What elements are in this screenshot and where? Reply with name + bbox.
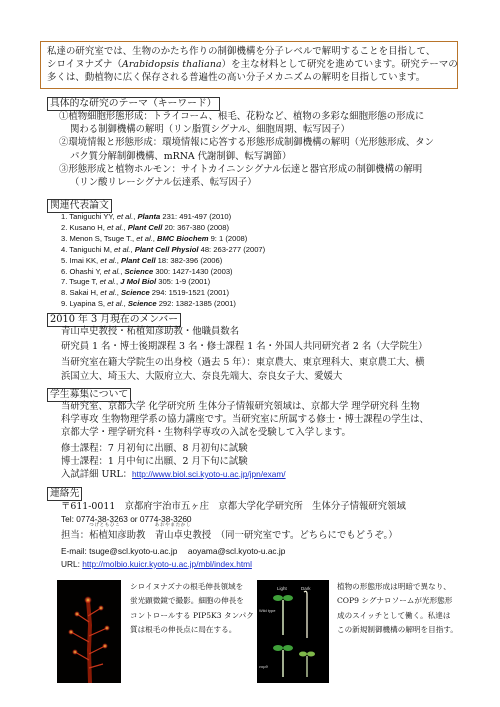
paper-item: 8. Sakai H, et al., Science 294: 1519-1521 (2001) [61, 288, 230, 298]
recruit-line: 京都大学・理学研究科・生物科学専攻の入試を受験して入学します。 [61, 427, 351, 439]
figure2-caption: 植物の形態形成は明暗で異なり、 COP9 シグナロソームが光形態形 成のスイッチとして働く。私達は この新規制御機構の解明を目指す。 [337, 582, 458, 635]
member-line: 青山卓史教授・柘植知彦助教・他職員数名 [61, 326, 240, 337]
exam-url-link[interactable]: http://www.biol.sci.kyoto-u.ac.jp/jpn/exam/ [132, 469, 286, 480]
recruit-section [47, 400, 467, 481]
fig2-dark-label: Dark [301, 586, 311, 591]
member-line: 研究員 1 名・博士後期課程 3 名・修士課程 1 名・外国人共同研究者 2 名（大学院生） [61, 341, 428, 353]
papers-heading: 関連代表論文 [47, 199, 112, 213]
theme-line: （リン酸リレーシグナル伝達系、転写因子） [70, 177, 257, 189]
paper-item: 7. Tsuge T, et al., J Mol Biol 305: 1-9 (2001) [61, 277, 211, 287]
intro-line-2: シロイヌナズナ（Arabidopsis thaliana）を主な材料として研究を進めています。研究テーマの [47, 59, 458, 71]
intro-line-1: 私達の研究室では、生物のかたち作りの制御機構を分子レベルで解明することを目指して、 [47, 46, 436, 57]
recruit-line: 博士課程：1 月中旬に出願、2 月下旬に試験 [61, 455, 248, 467]
contact-tel: Tel: 0774-38-3263 or 0774-38-3260 [61, 514, 192, 525]
lab-url-link[interactable]: http://molbio.kuicr.kyoto-u.ac.jp/mbl/index.html [82, 558, 252, 569]
theme-line: ②環境情報と形態形成：環境情報に応答する形態形成制御機構の解明（光形態形成、タン [59, 137, 435, 149]
exam-url-line: 入試詳細 URL：http://www.biol.sci.kyoto-u.ac.jp/jpn/exam/ [61, 469, 286, 481]
contact-email: E-mail: tsuge@scl.kyoto-u.ac.jp aoyama@scl.kyoto-u.ac.jp [61, 545, 286, 556]
intro-box [40, 41, 458, 89]
ruby-tsuge: つげともひこ [89, 523, 121, 529]
theme-line: ③形態形成と植物ホルモン：サイトカイニンシグナル伝達と器官形成の制御機構の解明 [59, 163, 423, 175]
recruit-heading: 学生募集について [47, 388, 131, 402]
paper-item: 3. Menon S, Tsuge T., et al., BMC Biochem 9: 1 (2008) [61, 233, 248, 243]
paper-item: 2. Kusano H, et al., Plant Cell 20: 367-380 (2008) [61, 222, 230, 232]
contact-url-line: URL: http://molbio.kuicr.kyoto-u.ac.jp/mbl/index.html [61, 558, 252, 569]
theme-line: ①植物細胞形態形成：トライコーム、根毛、花粉など、植物の多彩な細胞形態の形成に [59, 111, 425, 122]
contact-heading: 連絡先 [47, 487, 82, 501]
ruby-aoyama: あおやまたかし [154, 523, 192, 529]
intro-line-3: 多くは、動植物に広く保存される普遍性の高い分子メカニズムの解明を目指しています。 [47, 72, 426, 84]
paper-item: 1. Taniguchi YY, et al., Planta 231: 491-497 (2010) [61, 212, 232, 221]
members-heading: 2010 年 3 月現在のメンバー [47, 313, 181, 327]
theme-line: パク質分解制御機構、mRNA 代謝制御、転写調節） [70, 150, 292, 162]
recruit-line: 修士課程：7 月初旬に出願、8 月初旬に試験 [61, 442, 248, 454]
fig2-light-label: Light [277, 586, 287, 591]
paper-item: 4. Taniguchi M, et al., Plant Cell Physiol 48: 263-277 (2007) [61, 244, 266, 254]
fig2-mutant-label: cop9 [259, 664, 268, 669]
paper-item: 6. Ohashi Y, et al., Science 300: 1427-1430 (2003) [61, 266, 233, 276]
contact-section [47, 500, 467, 571]
members-section [47, 325, 467, 383]
fig2-wildtype-label: Wild type [259, 608, 276, 613]
member-line: 浜国立大、埼玉大、大阪府立大、奈良先端大、奈良女子大、愛媛大 [61, 370, 343, 382]
species-name: Arabidopsis thaliana [121, 59, 222, 71]
member-line: 当研究室在籍大学院生の出身校（過去 5 年）：東京農大、東京理科大、東京農工大、横 [61, 357, 425, 369]
figure1-caption: シロイヌナズナの根毛伸長領域を 蛍光顕微鏡で撮影。細胞の伸長を コントロールする PIP5K3 タンパク 質は根毛の伸長点に局在する。 [130, 582, 254, 635]
recruit-line: 科学専攻 生物物理学系の協力講座です。当研究室に所属する修士・博士課程の学生は、 [61, 414, 429, 426]
contact-staff: 担当： つげともひこ 柘植知彦助教 あおやまたかし 青山卓史教授 （同一研究室です。どちらにでもどうぞ。） [61, 523, 398, 542]
papers-list [47, 212, 467, 310]
recruit-line: 当研究室、京都大学 化学研究所 生体分子情報研究領域は、京都大学 理学研究科 生物 [61, 401, 420, 412]
paper-item: 9. Lyapina S, et al., Science 292: 1382-1385 (2001) [61, 299, 236, 309]
themes-heading: 具体的な研究のテーマ（キーワード） [47, 97, 220, 111]
seedling-photomorphogenesis-image [257, 580, 329, 683]
themes-section [47, 110, 467, 189]
paper-item: 5. Imai KK, et al., Plant Cell 18: 382-396 (2006) [61, 255, 223, 265]
theme-line: 関わる制御機構の解明（リン脂質シグナル、細胞周期、転写因子） [70, 124, 350, 136]
contact-address: 〒611-0011 京都府宇治市五ヶ庄 京都大学化学研究所 生体分子情報研究領域 [61, 501, 406, 512]
root-hair-fluorescence-image [57, 580, 121, 683]
